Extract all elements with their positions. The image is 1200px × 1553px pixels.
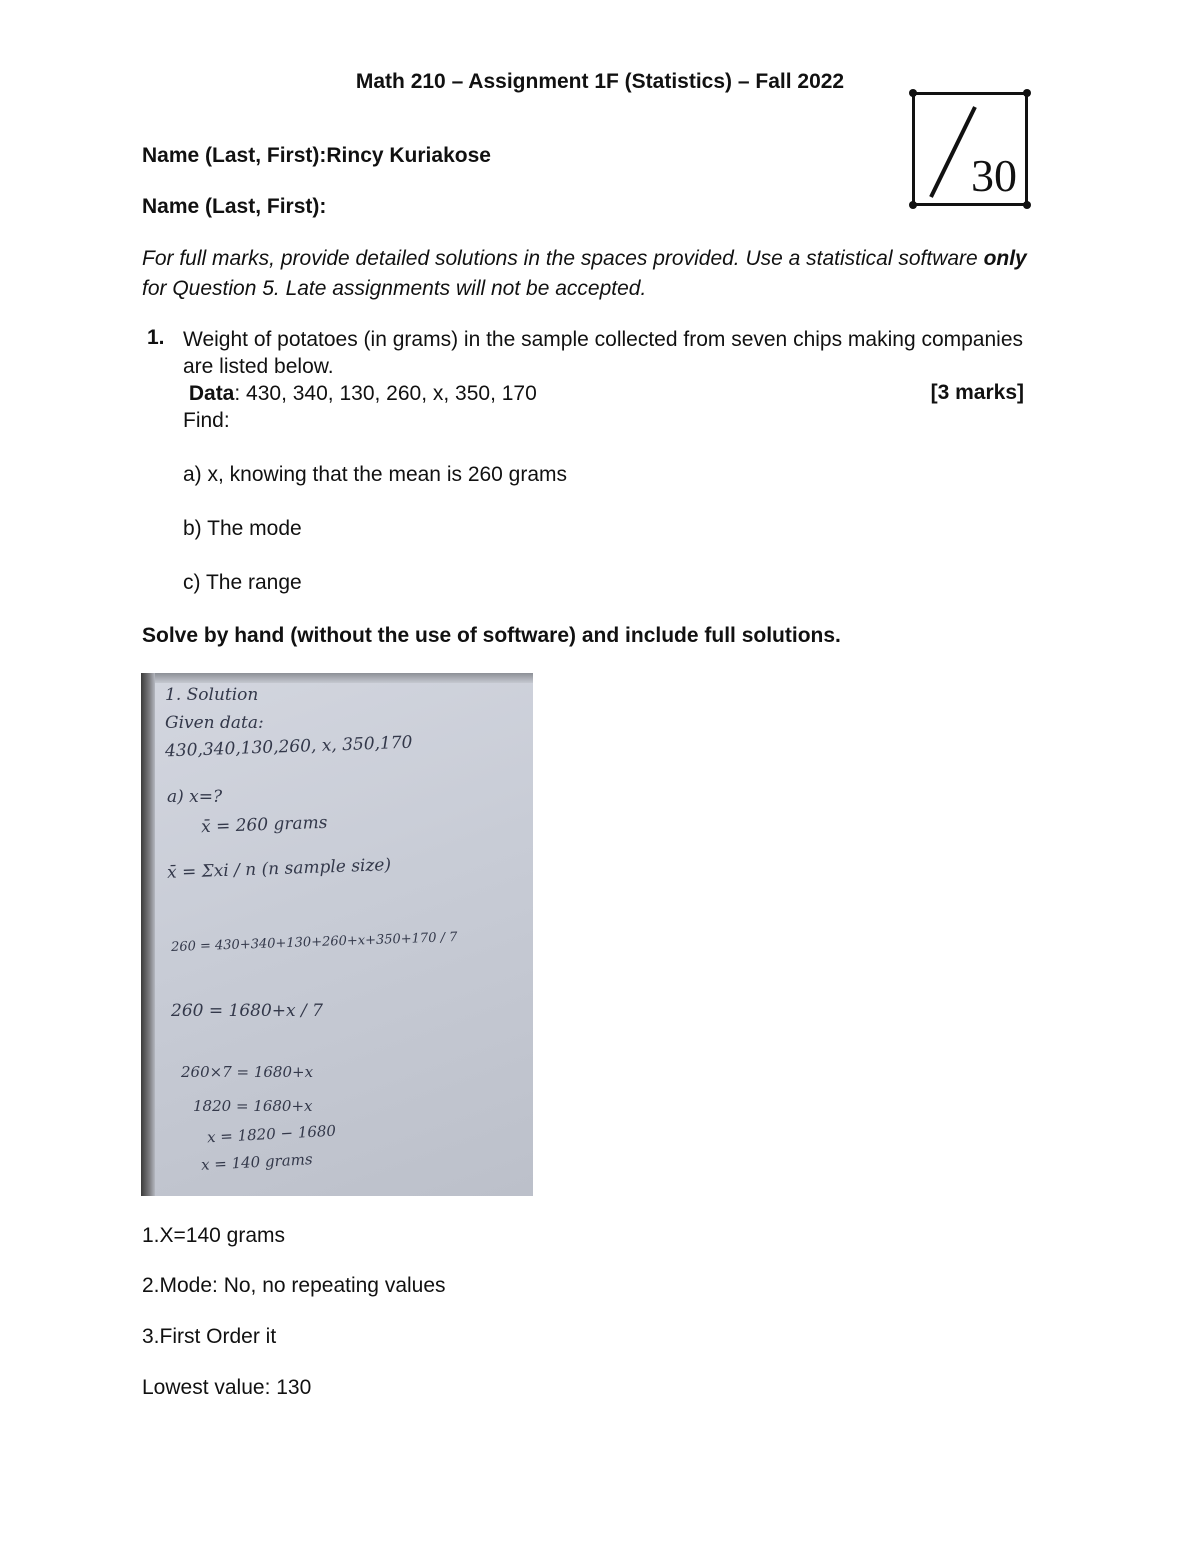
score-box-corner [909, 89, 917, 97]
score-box-corner [1023, 201, 1031, 209]
handwritten-line: 1. Solution [165, 685, 259, 705]
instructions-emphasis: only [983, 247, 1027, 270]
name-line-2 [142, 195, 326, 219]
handwritten-line: x̄ = 260 grams [200, 812, 328, 838]
question-text: Weight of potatoes (in grams) in the sample collected from seven chips making companies are listed below. [183, 328, 1024, 378]
page-title: Math 210 – Assignment 1F (Statistics) – Fall 2022 [355, 70, 845, 93]
handwritten-solution-photo [141, 673, 533, 1196]
solve-instruction: Solve by hand (without the use of software) and include full solutions. [142, 624, 841, 647]
photo-top-band [141, 673, 533, 683]
question-number: 1. [147, 326, 165, 349]
answer-line: 3.First Order it [142, 1325, 277, 1348]
handwritten-line: x = 1820 − 1680 [206, 1121, 337, 1147]
name-label: Name (Last, First): [142, 144, 327, 167]
handwritten-line: 430,340,130,260, x, 350,170 [164, 732, 413, 762]
question-part-a: a) x, knowing that the mean is 260 grams [183, 463, 568, 486]
instructions-part1: For full marks, provide detailed solutions in the spaces provided. Use a statistical software [142, 247, 984, 270]
name-value: Rincy Kuriakose [326, 144, 491, 167]
instructions-part2: for Question 5. Late assignments will not be accepted. [142, 277, 647, 300]
handwritten-line: Given data: [165, 713, 264, 733]
handwritten-line: 1820 = 1680+x [193, 1097, 313, 1115]
handwritten-line: x = 140 grams [200, 1150, 314, 1174]
answer-line: 2.Mode: No, no repeating values [142, 1274, 446, 1297]
question-part-c: c) The range [183, 571, 302, 594]
answer-line: 1.X=140 grams [142, 1224, 286, 1247]
score-box [912, 92, 1028, 206]
score-total: 30 [971, 150, 1017, 201]
handwritten-line: a) x=? [167, 787, 223, 807]
answer-line: Lowest value: 130 [142, 1376, 312, 1399]
question-1 [183, 326, 1023, 596]
name-line-1 [142, 144, 491, 168]
photo-left-edge [141, 673, 155, 1196]
question-data [183, 380, 1023, 407]
score-box-corner [1023, 89, 1031, 97]
handwritten-line: 260×7 = 1680+x [181, 1063, 314, 1081]
data-values: : 430, 340, 130, 260, x, 350, 170 [234, 382, 537, 405]
name-label: Name (Last, First): [142, 195, 327, 218]
marks-badge: [3 marks] [930, 381, 1024, 404]
question-part-b: b) The mode [183, 517, 302, 540]
data-label: Data [188, 382, 235, 405]
handwritten-line: 260 = 430+340+130+260+x+350+170 / 7 [170, 930, 458, 955]
score-box-corner [909, 201, 917, 209]
handwritten-line: 260 = 1680+x / 7 [171, 1001, 323, 1021]
handwritten-line: x̄ = Σxi / n (n sample size) [166, 855, 392, 883]
question-find: Find: [183, 409, 230, 432]
instructions [142, 244, 1042, 304]
